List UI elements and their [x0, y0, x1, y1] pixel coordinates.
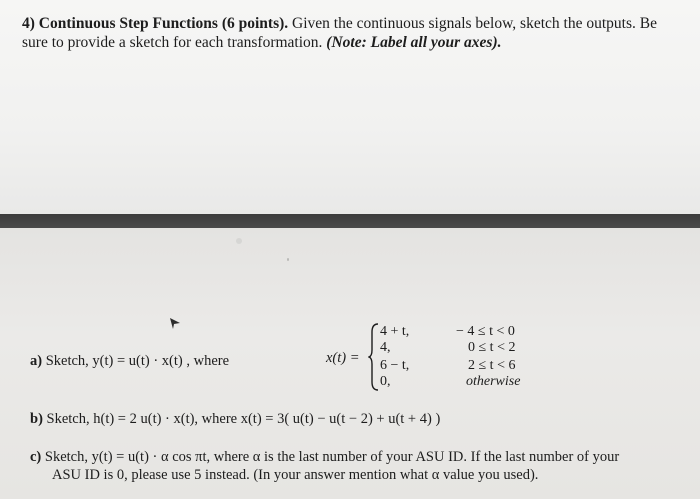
- part-b-letter: b): [30, 411, 43, 427]
- question-number: 4): [22, 15, 35, 32]
- piecewise-case-expr: 4,: [380, 340, 391, 355]
- question-instructions: Given the continuous signals below, sketch the outputs. Be sure to provide a sketch for each transformation.: [22, 15, 657, 51]
- piecewise-case-cond: − 4 ≤ t < 0: [456, 324, 515, 339]
- piecewise-signal-name: x(t) =: [326, 350, 360, 366]
- part-a: [30, 352, 229, 370]
- part-c-letter: c): [30, 449, 42, 465]
- piecewise-case-cond: 0 ≤ t < 2: [468, 340, 516, 355]
- part-c-line1: Sketch, y(t) = u(t) · α cos πt, where α is the last number of your ASU ID. If the last number of your: [44, 449, 620, 465]
- piecewise-case-expr: 4 + t,: [380, 324, 410, 339]
- piecewise-case-expr: 6 − t,: [380, 358, 410, 373]
- page-divider-bar: [0, 214, 700, 228]
- question-note: (Note: Label all your axes).: [326, 34, 502, 51]
- piecewise-case-cond: otherwise: [466, 374, 521, 389]
- piecewise-brace-icon: [368, 322, 380, 392]
- piecewise-case-expr: 0,: [380, 374, 391, 389]
- part-c: [30, 448, 680, 484]
- paper-dot: [287, 258, 289, 261]
- part-b-text: Sketch, h(t) = 2 u(t) · x(t), where x(t) = 3( u(t) − u(t − 2) + u(t + 4) ): [46, 411, 441, 427]
- part-b: [30, 410, 440, 428]
- paper-smudge: [236, 238, 242, 244]
- question-heading: [22, 14, 672, 52]
- piecewise-case-cond: 2 ≤ t < 6: [468, 358, 516, 373]
- part-c-line2: ASU ID is 0, please use 5 instead. (In your answer mention what α value you used).: [52, 467, 539, 483]
- part-a-text: Sketch, y(t) = u(t) · x(t) , where: [45, 353, 230, 369]
- pen-tick-mark: [168, 316, 182, 330]
- part-a-letter: a): [30, 353, 43, 369]
- question-title: Continuous Step Functions (6 points).: [38, 15, 289, 32]
